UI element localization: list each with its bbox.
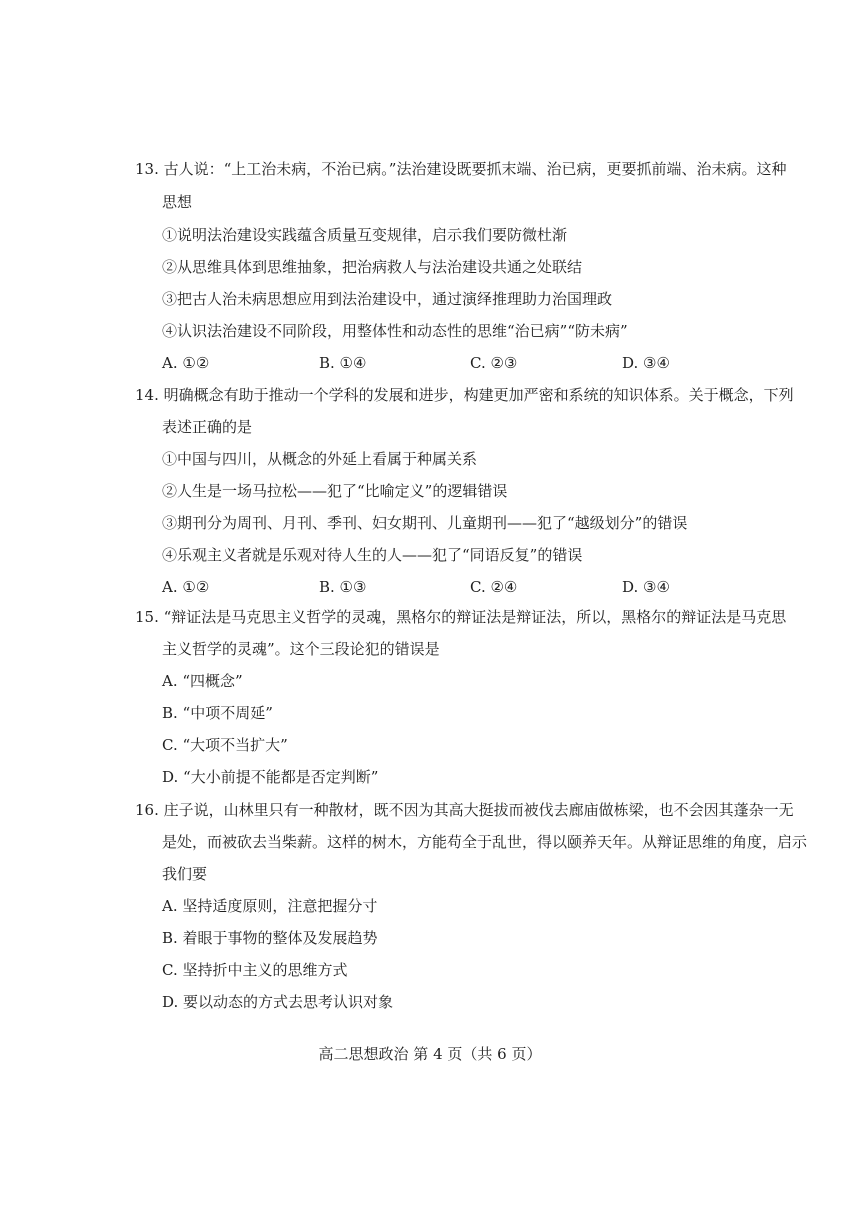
statement-1: ①说明法治建设实践蕴含质量互变规律，启示我们要防微杜渐: [162, 226, 568, 244]
choice-c: C. ②④: [470, 578, 518, 596]
question-stem-line: 是处，而被砍去当柴薪。这样的树木，方能苟全于乱世，得以颐养天年。从辩证思维的角度，启示: [162, 833, 808, 851]
choice-d: D. ③④: [622, 578, 670, 596]
choice-b: B. ①④: [319, 354, 367, 372]
choice-a: A. “四概念”: [162, 672, 243, 690]
choice-c: C. ②③: [470, 354, 518, 372]
choice-a: A. ①②: [162, 578, 210, 596]
statement-1: ①中国与四川，从概念的外延上看属于种属关系: [162, 450, 478, 468]
statement-2: ②人生是一场马拉松——犯了“比喻定义”的逻辑错误: [162, 482, 508, 500]
choice-d: D. ③④: [622, 354, 670, 372]
choice-a: A. 坚持适度原则，注意把握分寸: [162, 897, 378, 915]
choice-a: A. ①②: [162, 354, 210, 372]
page-footer: 高二思想政治 第 4 页（共 6 页）: [318, 1045, 542, 1063]
choice-c: C. 坚持折中主义的思维方式: [162, 961, 348, 979]
question-stem-line: 我们要: [162, 865, 208, 883]
statement-4: ④认识法治建设不同阶段，用整体性和动态性的思维“治已病”“防未病”: [162, 322, 628, 340]
choice-d: D. 要以动态的方式去思考认识对象: [162, 993, 394, 1011]
question-stem-line: 思想: [162, 193, 193, 211]
question-stem-line: 16. 庄子说，山林里只有一种散材，既不因为其高大挺拔而被伐去廊庙做栋梁，也不会因其蓬杂一无: [135, 801, 794, 819]
choice-b: B. ①③: [319, 578, 367, 596]
question-stem-line: 13. 古人说：“上工治未病，不治已病。”法治建设既要抓末端、治已病，更要抓前端、治未病。这种: [135, 160, 787, 178]
question-stem-line: 14. 明确概念有助于推动一个学科的发展和进步，构建更加严密和系统的知识体系。关于概念，下列: [135, 386, 794, 404]
choice-c: C. “大项不当扩大”: [162, 736, 288, 754]
statement-3: ③期刊分为周刊、月刊、季刊、妇女期刊、儿童期刊——犯了“越级划分”的错误: [162, 514, 688, 532]
statement-4: ④乐观主义者就是乐观对待人生的人——犯了“同语反复”的错误: [162, 546, 583, 564]
choice-d: D. “大小前提不能都是否定判断”: [162, 768, 379, 786]
choice-b: B. “中项不周延”: [162, 704, 273, 722]
question-stem-line: 15. “辩证法是马克思主义哲学的灵魂，黑格尔的辩证法是辩证法，所以，黑格尔的辩证法是马克思: [135, 608, 787, 626]
question-stem-line: 表述正确的是: [162, 418, 253, 436]
statement-2: ②从思维具体到思维抽象，把治病救人与法治建设共通之处联结: [162, 258, 583, 276]
question-stem-line: 主义哲学的灵魂”。这个三段论犯的错误是: [162, 640, 440, 658]
choice-b: B. 着眼于事物的整体及发展趋势: [162, 929, 378, 947]
statement-3: ③把古人治未病思想应用到法治建设中，通过演绎推理助力治国理政: [162, 290, 613, 308]
